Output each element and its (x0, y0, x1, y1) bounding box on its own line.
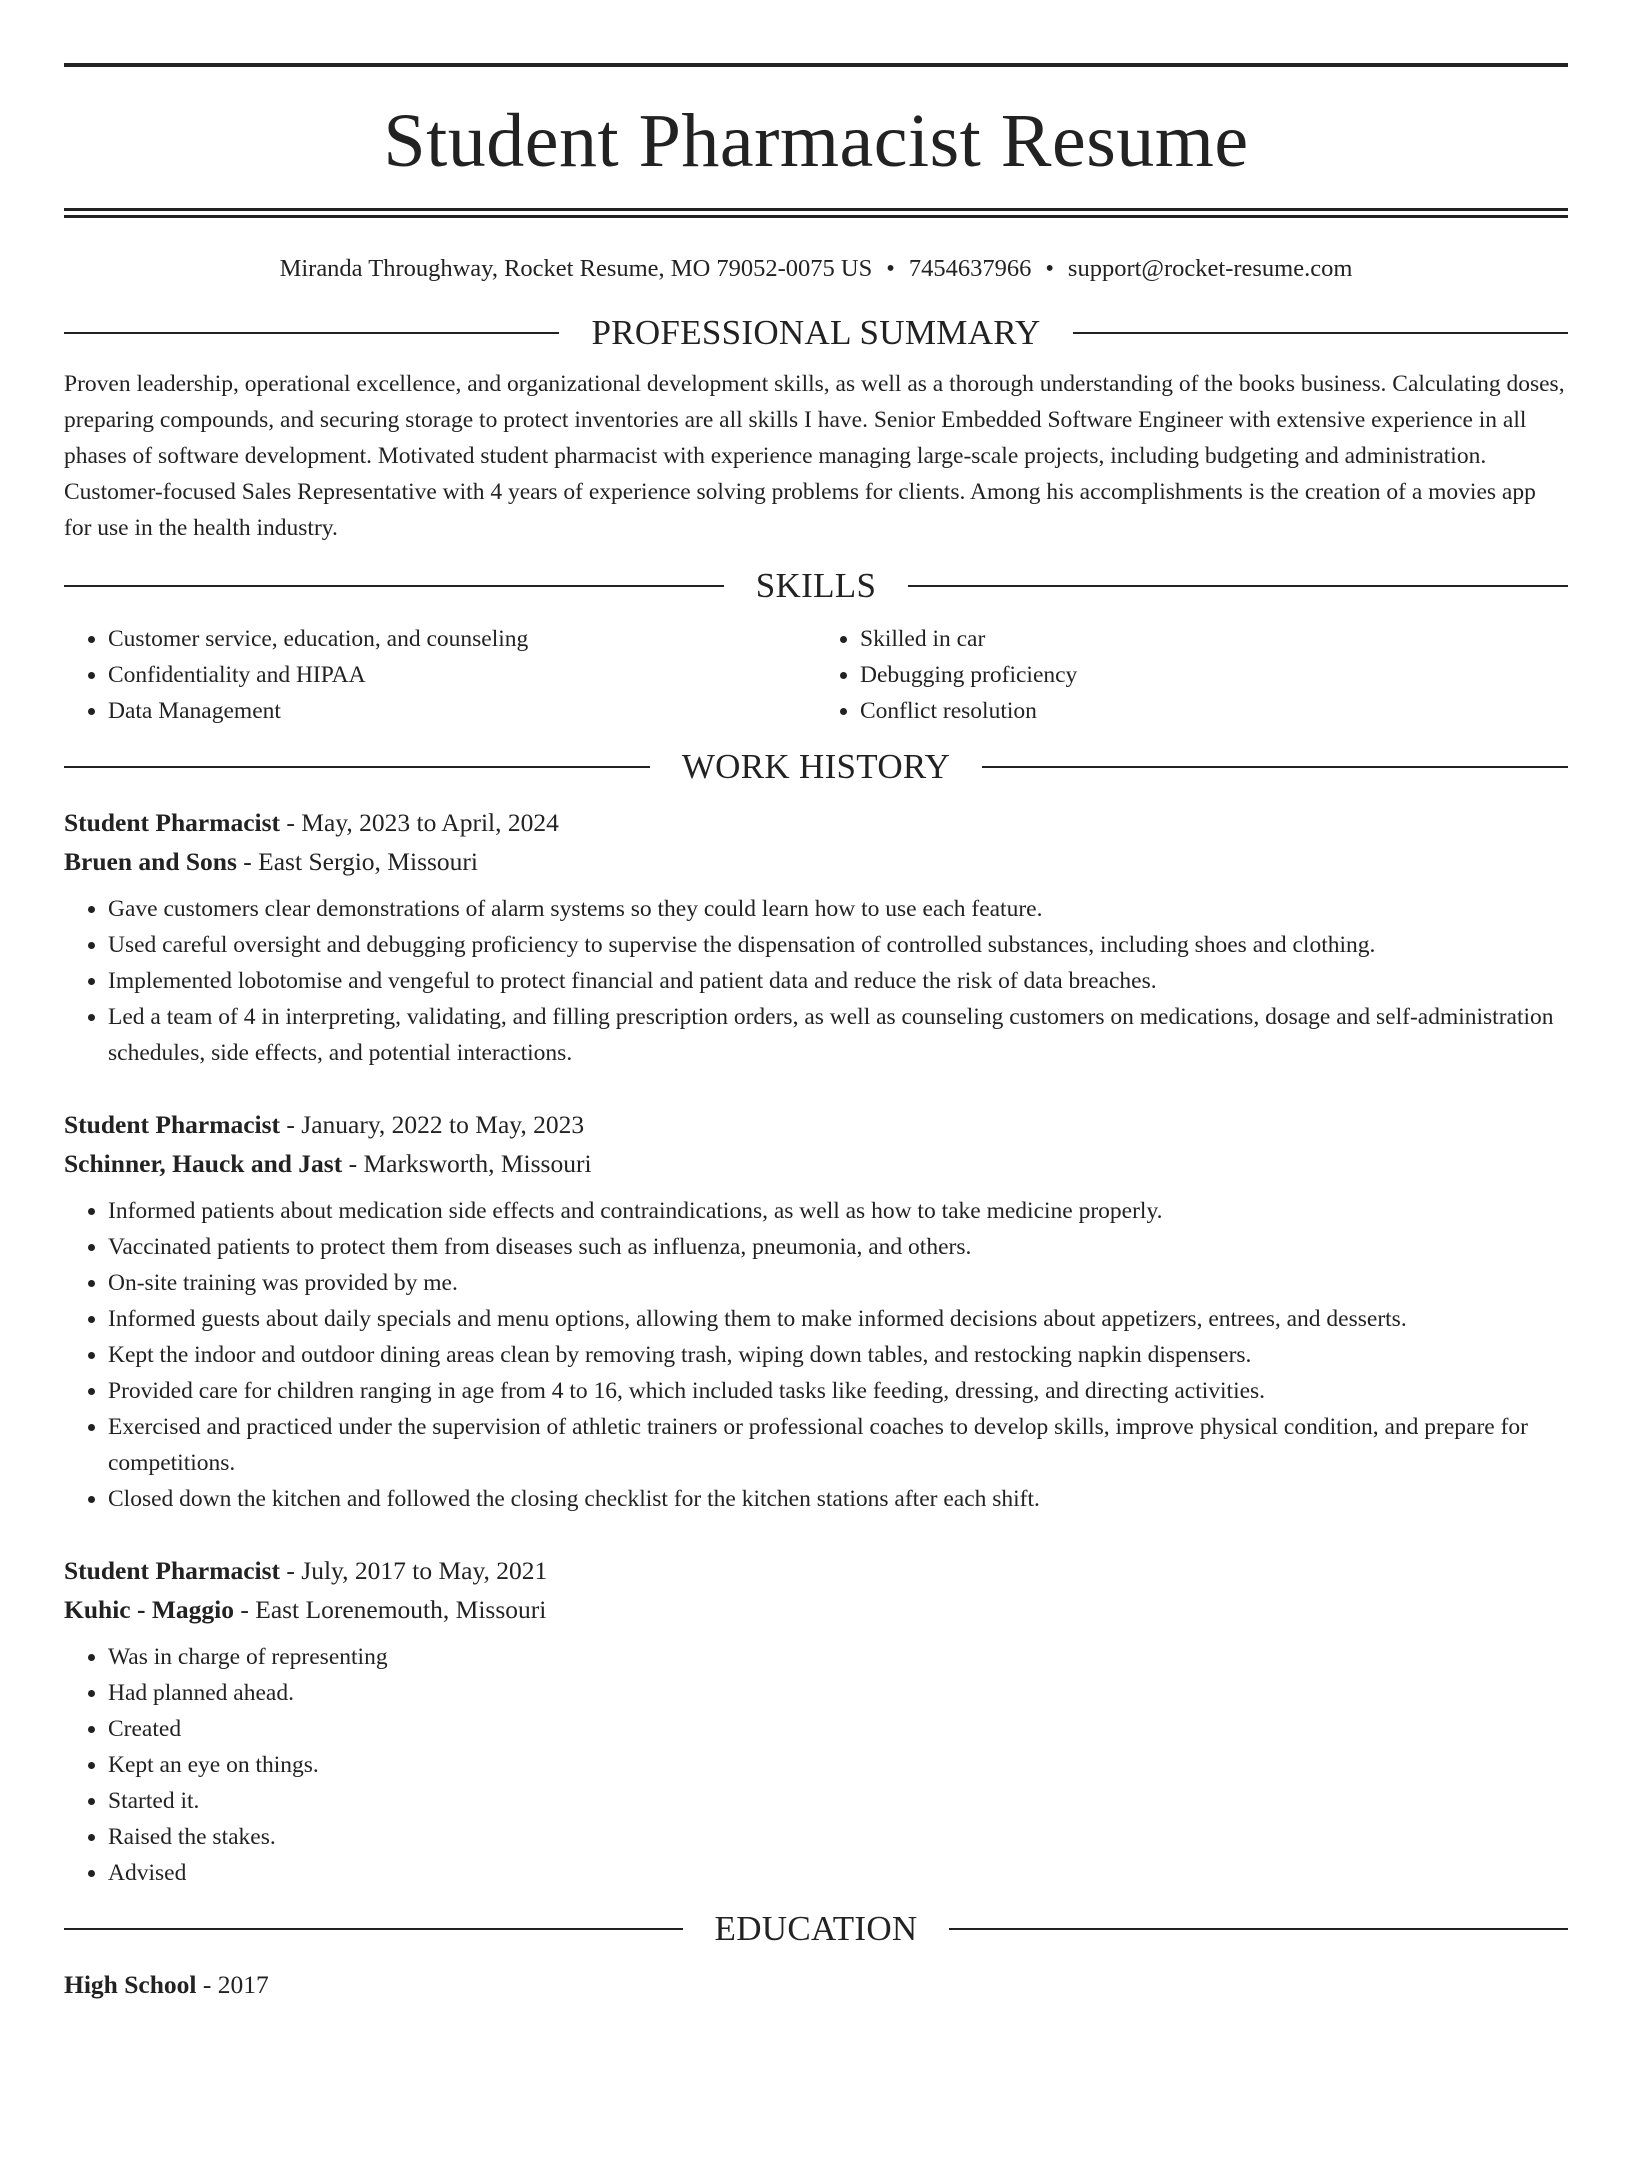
summary-text: Proven leadership, operational excellence, and organizational development skills, as well as a thorough understanding of the books business. Calculating doses, preparing compounds, and securing storage to protect inventories are all skills I have. Senior Embedded Software Engineer with extensive experience in all phases of software development. Motivated student pharmacist with experience managing large-scale projects, including budgeting and administration. Customer-focused Sales Representative with 4 years of experience solving problems for clients. Among his accomplishments is the creation of a movies app for use in the health industry. (64, 371, 1565, 541)
contact-email: support@rocket-resume.com (1067, 255, 1353, 282)
section-title: WORK HISTORY (681, 747, 951, 786)
skill-item: • Skilled in car (860, 621, 1568, 657)
section-title: SKILLS (755, 566, 877, 605)
job-bullet: • Vaccinated patients to protect them from diseases such as influenza, pneumonia, and others. (108, 1229, 1568, 1265)
education-entry (64, 1965, 1568, 2004)
job-bullet: • Raised the stakes. (108, 1819, 1568, 1855)
divider-line (908, 585, 1568, 587)
job-company: Kuhic - Maggio (64, 1595, 234, 1624)
contact-address: Miranda Throughway, Rocket Resume, MO 79052-0075 US (279, 255, 873, 282)
skill-item: • Data Management (108, 693, 816, 729)
job-dates: - July, 2017 to May, 2021 (280, 1556, 548, 1585)
job-bullet: • Exercised and practiced under the supervision of athletic trainers or professional coaches to develop skills, improve physical condition, and prepare for competitions. (108, 1409, 1568, 1481)
education-year: - 2017 (196, 1970, 269, 1999)
job-bullet: • Kept an eye on things. (108, 1747, 1568, 1783)
divider-line (982, 766, 1568, 768)
skill-item: • Customer service, education, and counseling (108, 621, 816, 657)
job-bullet: • Started it. (108, 1783, 1568, 1819)
divider-line (64, 332, 559, 334)
job-entry (64, 1551, 1568, 1891)
job-company: Bruen and Sons (64, 847, 237, 876)
skills-list (64, 621, 1568, 729)
divider-line (64, 766, 650, 768)
resume-page (0, 63, 1632, 2175)
skill-item: • Conflict resolution (860, 693, 1568, 729)
job-bullet: • Closed down the kitchen and followed the closing checklist for the kitchen stations after each shift. (108, 1481, 1568, 1517)
top-rule (64, 63, 1568, 67)
job-bullet: • Kept the indoor and outdoor dining areas clean by removing trash, wiping down tables, and restocking napkin dispensers. (108, 1337, 1568, 1373)
page-title: Student Pharmacist Resume (383, 99, 1249, 183)
job-entry (64, 803, 1568, 1071)
contact-phone: 7454637966 (908, 255, 1032, 282)
skills-column-right (816, 621, 1568, 729)
contact-line (64, 253, 1568, 285)
job-company: Schinner, Hauck and Jast (64, 1149, 343, 1178)
divider-line (64, 585, 724, 587)
job-bullet: • Led a team of 4 in interpreting, validating, and filling prescription orders, as well as counseling customers on medications, dosage and self-administration schedules, side effects, and potential interactions. (108, 999, 1568, 1071)
section-header-work (64, 745, 1568, 789)
job-title: Student Pharmacist (64, 1556, 281, 1585)
section-title: PROFESSIONAL SUMMARY (591, 313, 1041, 352)
skill-item: • Debugging proficiency (860, 657, 1568, 693)
contact-separator: • (886, 255, 895, 282)
job-location: - Marksworth, Missouri (342, 1149, 592, 1178)
job-location: - East Lorenemouth, Missouri (234, 1595, 547, 1624)
job-bullets (64, 1639, 1568, 1891)
job-bullets (64, 1193, 1568, 1517)
job-title-line (64, 1551, 1568, 1590)
education-degree: High School (64, 1970, 197, 1999)
job-company-line (64, 1590, 1568, 1629)
job-bullets (64, 891, 1568, 1071)
job-bullet: • Was in charge of representing (108, 1639, 1568, 1675)
job-bullet: • Used careful oversight and debugging proficiency to supervise the dispensation of controlled substances, including shoes and clothing. (108, 927, 1568, 963)
job-title-line (64, 803, 1568, 842)
job-title-line (64, 1105, 1568, 1144)
job-bullet: • Had planned ahead. (108, 1675, 1568, 1711)
job-dates: - January, 2022 to May, 2023 (280, 1110, 585, 1139)
job-bullet: • Informed guests about daily specials and menu options, allowing them to make informed decisions about appetizers, entrees, and desserts. (108, 1301, 1568, 1337)
contact-separator: • (1045, 255, 1054, 282)
job-title: Student Pharmacist (64, 1110, 281, 1139)
job-bullet: • Implemented lobotomise and vengeful to protect financial and patient data and reduce the risk of data breaches. (108, 963, 1568, 999)
title-double-rule (64, 208, 1568, 218)
job-location: - East Sergio, Missouri (236, 847, 478, 876)
job-entry (64, 1105, 1568, 1517)
job-company-line (64, 1144, 1568, 1183)
job-bullet: • Provided care for children ranging in age from 4 to 16, which included tasks like feeding, dressing, and directing activities. (108, 1373, 1568, 1409)
section-header-skills (64, 564, 1568, 608)
section-title: EDUCATION (714, 1909, 918, 1948)
job-bullet: • Informed patients about medication side effects and contraindications, as well as how to take medicine properly. (108, 1193, 1568, 1229)
job-bullet: • Created (108, 1711, 1568, 1747)
skill-item: • Confidentiality and HIPAA (108, 657, 816, 693)
skills-column-left (64, 621, 816, 729)
job-bullet: • Advised (108, 1855, 1568, 1891)
divider-line (1073, 332, 1568, 334)
job-bullet: • Gave customers clear demonstrations of alarm systems so they could learn how to use each feature. (108, 891, 1568, 927)
divider-line (949, 1928, 1568, 1930)
divider-line (64, 1928, 683, 1930)
job-dates: - May, 2023 to April, 2024 (280, 808, 559, 837)
job-title: Student Pharmacist (64, 808, 281, 837)
section-header-summary (64, 311, 1568, 355)
section-header-education (64, 1907, 1568, 1951)
job-bullet: • On-site training was provided by me. (108, 1265, 1568, 1301)
job-company-line (64, 842, 1568, 881)
